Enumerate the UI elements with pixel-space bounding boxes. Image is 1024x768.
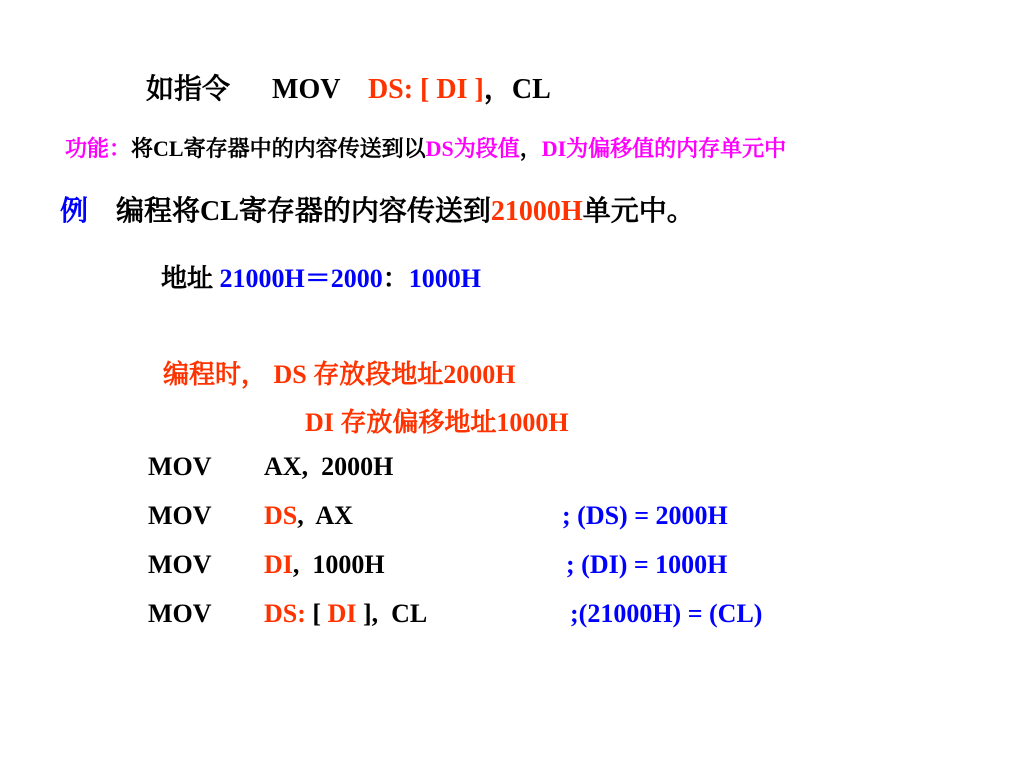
instruction-destination: DS: [ DI ] <box>367 74 484 105</box>
code-line-2-operands <box>264 503 353 529</box>
code-line-4-bracket-open: [ <box>305 599 328 628</box>
function-text-di: DI为偏移值的内存单元中 <box>541 136 787 161</box>
address-value: 21000H＝2000 <box>219 264 383 293</box>
programming-ds-text: DS 存放段地址2000H <box>273 360 516 389</box>
code-line-1-mnemonic: MOV <box>148 452 212 481</box>
code-line-4-op2: CL <box>391 599 428 628</box>
programming-note-di <box>292 384 569 436</box>
code-line-4-comment: ;(21000H) = (CL) <box>570 599 763 628</box>
instruction-comma: ， <box>483 74 512 105</box>
code-line-1-sep: , <box>301 452 322 481</box>
function-description-line <box>54 116 786 160</box>
code-line-3-op2: 1000H <box>312 550 385 579</box>
code-line-1-operands <box>264 454 393 480</box>
code-line-4-op1-segment: DS: <box>264 599 306 628</box>
address-colon: ： <box>382 264 409 293</box>
function-label: 功能： <box>65 136 132 161</box>
code-line-1-op2: 2000H <box>321 452 394 481</box>
instruction-prefix: 如指令 <box>146 74 231 105</box>
code-line-3-mnemonic: MOV <box>148 550 212 579</box>
code-line-4-op1-offset: DI <box>327 599 357 628</box>
code-line-2-comment: ; (DS) = 2000H <box>562 501 728 530</box>
instruction-example-line <box>132 48 551 104</box>
code-line-2-sep: , <box>297 501 316 530</box>
programming-di-text: DI 存放偏移地址1000H <box>305 408 569 437</box>
code-line-4-bracket-close: ], <box>356 599 392 628</box>
code-line-2-mnemonic: MOV <box>148 501 212 530</box>
address-line <box>148 240 481 292</box>
example-label: 例 <box>60 196 89 227</box>
address-offset: 1000H <box>408 264 481 293</box>
code-line-3-op1: DI <box>264 550 293 579</box>
code-line-2-op2: AX <box>315 501 353 530</box>
code-line-3-sep: , <box>292 550 313 579</box>
example-text-1: 编程将CL寄存器的内容传送到 <box>116 196 491 227</box>
address-label: 地址 <box>161 264 220 293</box>
code-line-3-comment: ; (DI) = 1000H <box>566 550 728 579</box>
code-line-4-operands <box>264 601 427 627</box>
example-address: 21000H <box>490 196 583 227</box>
programming-label: 编程时， <box>163 360 268 389</box>
function-text-comma: ， <box>519 136 542 161</box>
instruction-mnemonic: MOV <box>272 74 340 105</box>
code-line-3-operands <box>264 552 385 578</box>
function-text-1: 将CL寄存器中的内容传送到以 <box>131 136 426 161</box>
example-text-2: 单元中。 <box>582 196 695 227</box>
programming-note-ds <box>150 336 515 388</box>
code-line-2-op1: DS <box>264 501 298 530</box>
code-line-4-mnemonic: MOV <box>148 599 212 628</box>
function-text-ds: DS为段值 <box>425 136 520 161</box>
instruction-source: CL <box>511 74 551 105</box>
example-line <box>46 170 695 226</box>
code-line-1-op1: AX <box>264 452 302 481</box>
